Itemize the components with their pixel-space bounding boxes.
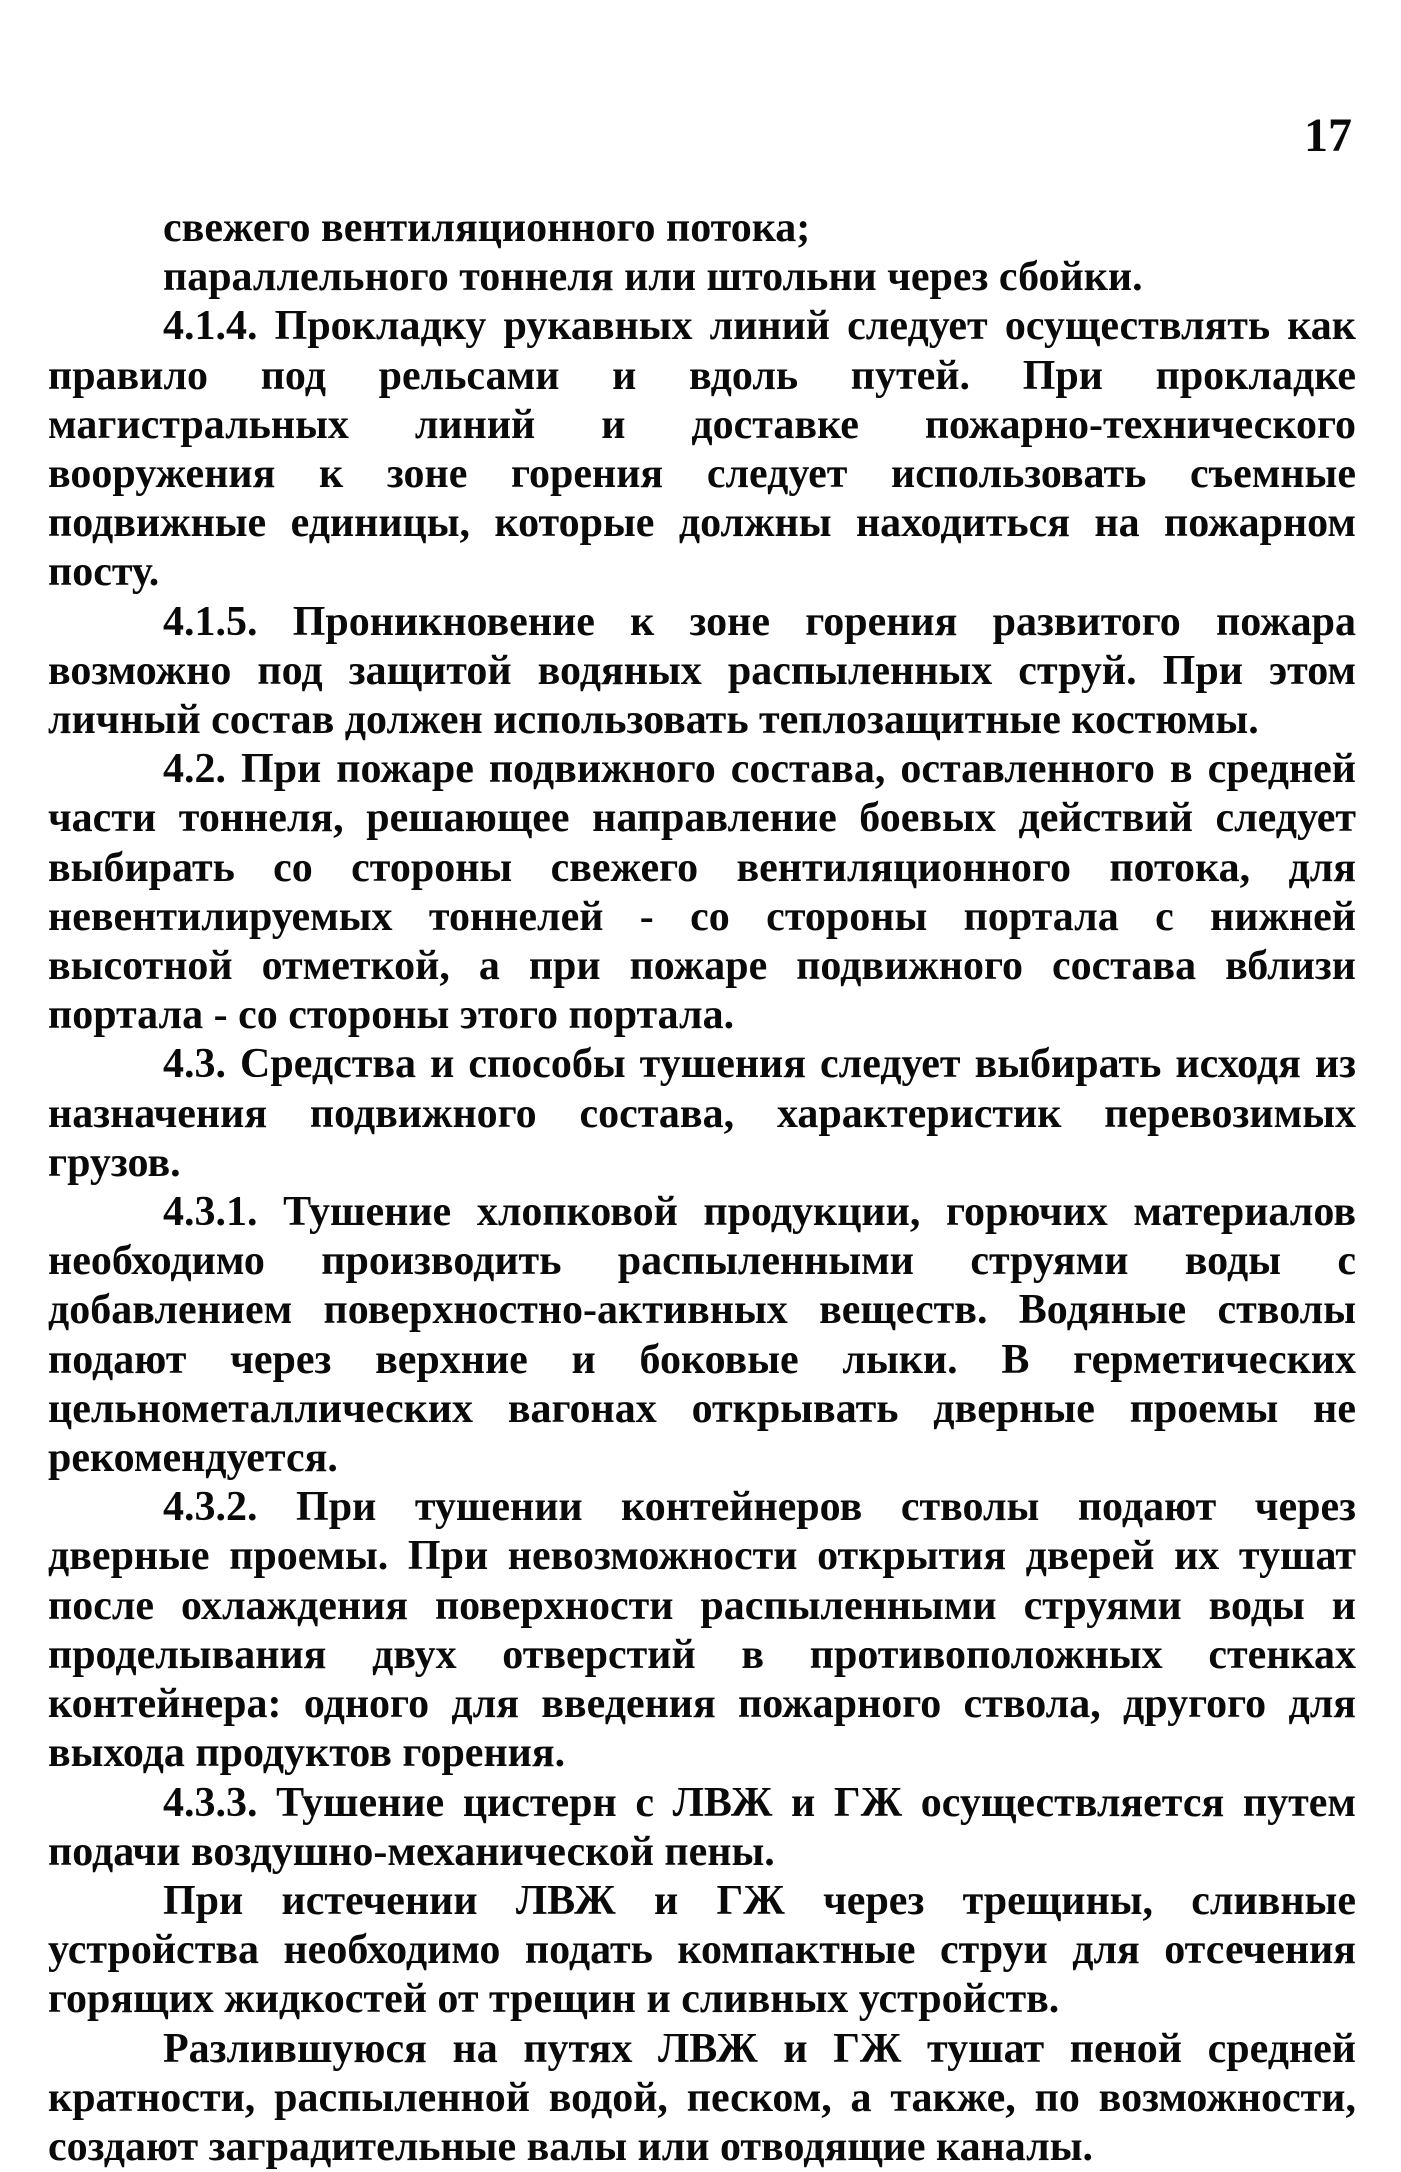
- paragraph-4-3-2: 4.3.2. При тушении контейнеров стволы подают через дверные проемы. При невозможности открытия дверей их тушат после охлаждения поверхности распыленными струями воды и проделывания двух отверстий в противоположных стенках контейнера: одного для введения пожарного ствола, другого для выхода продуктов горения.: [48, 1484, 1356, 1777]
- paragraph-4-3-3: 4.3.3. Тушение цистерн с ЛВЖ и ГЖ осуществляется путем подачи воздушно-механической пены.: [48, 1779, 1356, 1875]
- paragraph-4-3-1: 4.3.1. Тушение хлопковой продукции, горючих материалов необходимо производить распыленными струями воды с добавлением поверхностно-активных веществ. Водяные стволы подают через верхние и боковые лыки. В герметических цельнометаллических вагонах открывать дверные проемы не рекомендуется.: [48, 1189, 1356, 1482]
- body-text: [48, 204, 1356, 2172]
- paragraph-spill: Разлившуюся на путях ЛВЖ и ГЖ тушат пеной средней кратности, распыленной водой, песком, а также, по возможности, создают заградительные валы или отводящие каналы.: [48, 2025, 1356, 2170]
- paragraph-4-1-4: 4.1.4. Прокладку рукавных линий следует осуществлять как правило под рельсами и вдоль путей. При прокладке магистральных линий и доставке пожарно-технического вооружения к зоне горения следует использовать съемные подвижные единицы, которые должны находиться на пожарном посту.: [48, 303, 1356, 596]
- paragraph-continuation-2: параллельного тоннеля или штольни через сбойки.: [163, 254, 1143, 301]
- paragraph-leak: При истечении ЛВЖ и ГЖ через трещины, сливные устройства необходимо подать компактные струи для отсечения горящих жидкостей от трещин и сливных устройств.: [48, 1877, 1356, 2023]
- paragraph-continuation-1: свежего вентиляционного потока;: [163, 205, 811, 251]
- paragraph-4-3: 4.3. Средства и способы тушения следует выбирать исходя из назначения подвижного состава, характеристик перевозимых грузов.: [48, 1041, 1356, 1186]
- page-number: 17: [1304, 109, 1352, 162]
- paragraph-4-1-5: 4.1.5. Проникновение к зоне горения развитого пожара возможно под защитой водяных распыленных струй. При этом личный состав должен использовать теплозащитные костюмы.: [48, 598, 1356, 744]
- paragraph-4-2: 4.2. При пожаре подвижного состава, оставленного в средней части тоннеля, решающее направление боевых действий следует выбирать со стороны свежего вентиляционного потока, для невентилируемых тоннелей - со стороны портала с нижней высотной отметкой, а при пожаре подвижного состава вблизи портала - со стороны этого портала.: [48, 746, 1356, 1039]
